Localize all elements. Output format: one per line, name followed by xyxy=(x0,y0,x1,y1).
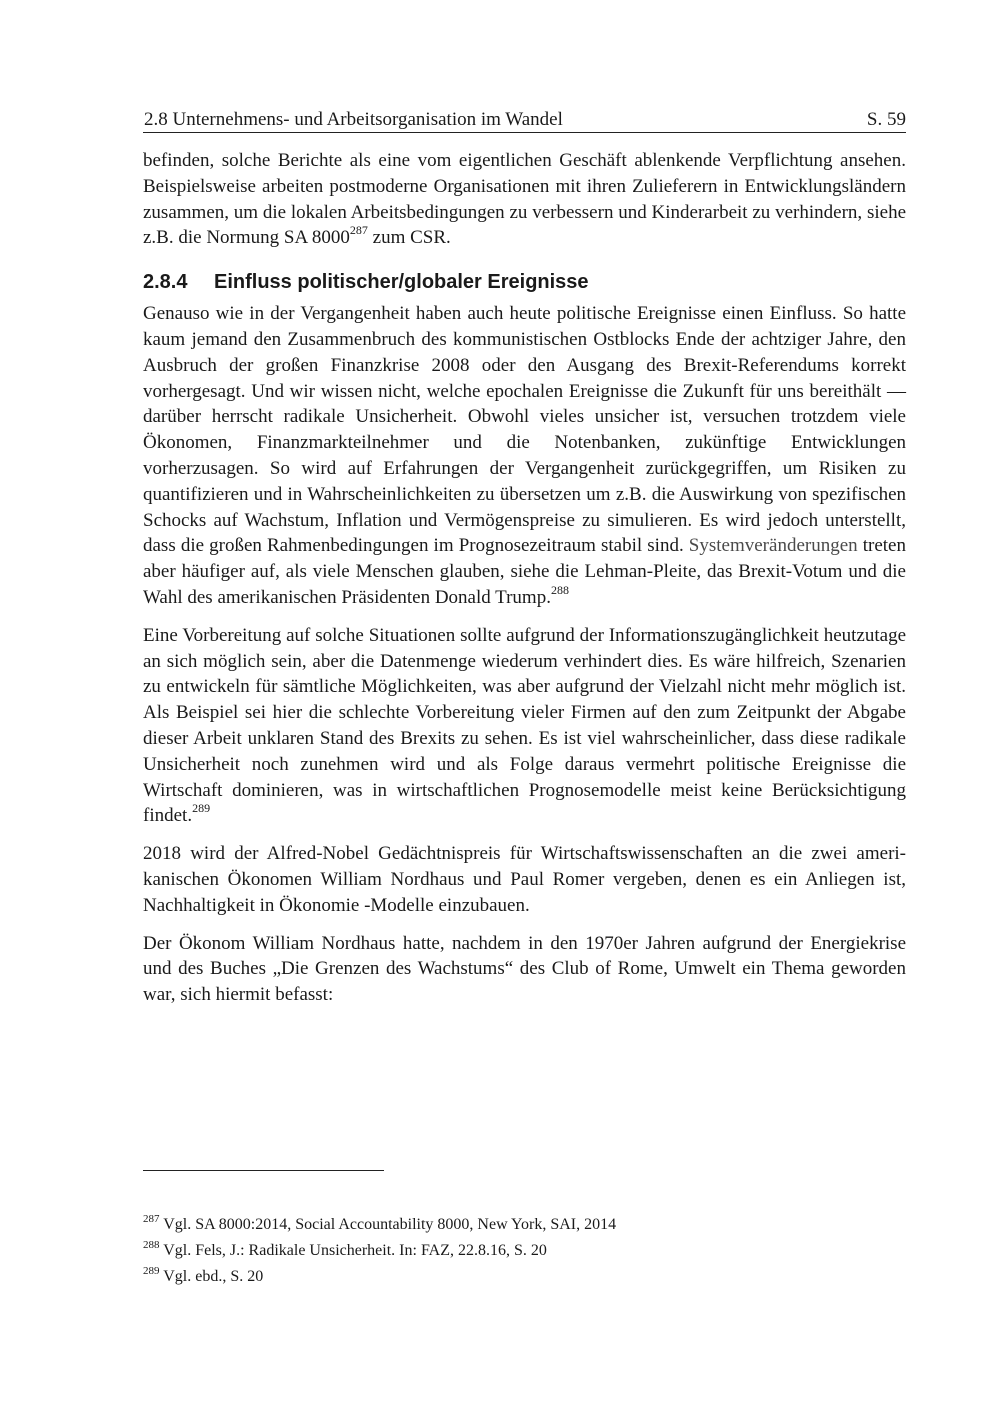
intro-text-before: befinden, solche Berichte als eine vom eigentlichen Geschäft ablenkende Verpflichtung ansehen. Beispielsweise arbeiten postmoderne Organisationen mit ihren Zulieferern in Entwicklungsländern zusammen, um die lokalen Arbeitsbedingungen zu verbessern und Kinderarbeit zu verhindern, siehe z.B. die Normung SA 8000 xyxy=(143,150,906,249)
section-number: 2.8.4 xyxy=(143,271,188,294)
footnote-text: Vgl. SA 8000:2014, Social Accountability 8000, New York, SAI, 2014 xyxy=(159,1216,617,1233)
section-heading xyxy=(143,269,906,295)
footnotes xyxy=(143,1212,906,1293)
footnote-number: 287 xyxy=(143,1212,160,1225)
footnote-text: Vgl. Fels, J.: Radikale Unsicherheit. In: FAZ, 22.8.16, S. 20 xyxy=(159,1242,547,1259)
paragraph-1-text: Genauso wie in der Vergangenheit haben auch heute politische Ereignisse einen Einfluss. So hatte kaum jemand den Zusammenbruch des kommunistischen Ostblocks Ende der achtziger Jahre, den Ausbruch der großen Finanzkrise 2008 oder den Ausgang des Brexit-Referendums korrekt vorhergesagt. Und wir wissen nicht, welche epochalen Ereignisse die Zukunft für uns bereithält — darüber herrscht radikale Unsicherheit. Obwohl vieles unsicher ist, versuchen trotzdem viele Ökonomen, Finanzmarkteilnehmer und die Notenbanken, zukünftige Entwicklungen vorherzusagen. So wird auf Erfahrungen der Vergangenheit zurückgegriffen, um Risiken zu quantifizieren und in Wahrscheinlichkeiten zu übersetzen um z.B. die Auswirkung von spezifischen Schocks auf Wachstum, Inflation und Vermögenspreise zu simulieren. Es wird jedoch unterstellt, dass die großen Rahmenbedingungen im Prognosezeitraum stabil sind. xyxy=(143,303,906,557)
footnote-ref-289[interactable]: 289 xyxy=(192,801,211,815)
footnote-288 xyxy=(143,1238,906,1261)
header-chapter-title: 2.8 Unternehmens- und Arbeitsorganisation im Wandel xyxy=(144,109,563,130)
header-page-number: S. 59 xyxy=(866,109,906,130)
footnote-separator xyxy=(143,1170,384,1171)
body-text xyxy=(143,148,906,1008)
footnote-ref-288[interactable]: 288 xyxy=(550,582,569,597)
document-page xyxy=(143,0,906,1414)
paragraph-2 xyxy=(143,623,906,829)
paragraph-1 xyxy=(143,301,906,611)
footnote-ref-287[interactable]: 287 xyxy=(349,223,368,238)
intro-paragraph xyxy=(143,148,906,251)
footnote-number: 288 xyxy=(143,1238,160,1251)
running-header xyxy=(143,108,906,133)
systemveraenderungen-link[interactable]: Systemveränderungen xyxy=(688,535,858,557)
paragraph-2-text: Eine Vorbereitung auf solche Situationen sollte aufgrund der Informationszugänglichkeit heutzutage an sich möglich sein, aber die Datenmenge wiederum verhindert dies. Es wäre hilfreich, Szenarien zu entwickeln für sämtliche Möglichkeiten, was aber aufgrund der Vielzahl nicht mehr möglich ist. Als Beispiel sei hier die schlechte Vorbereitung vieler Firmen auf den zum Zeitpunkt der Abgabe dieser Arbeit unklaren Stand des Brexits zu sehen. Es ist viel wahrscheinlicher, dass diese radikale Unsicherheit noch zunehmen wird und als Folge daraus vermehrt politische Ereignisse die Wirtschaft dominieren, was in wirtschaftlichen Prognosemodelle meist keine Berücksichtigung findet. xyxy=(143,624,906,827)
footnote-number: 289 xyxy=(143,1264,160,1277)
section-title: Einfluss politischer/globaler Ereignisse xyxy=(214,271,589,294)
footnote-287 xyxy=(143,1212,906,1235)
paragraph-1-text-after: treten aber häufiger auf, als viele Menschen glauben, siehe die Lehman-Pleite, das Brexit-Votum und die Wahl des amerikanischen Präsidenten Donald Trump. xyxy=(143,535,906,608)
paragraph-4 xyxy=(143,931,906,1008)
paragraph-4-text: Der Ökonom William Nordhaus hatte, nachdem in den 1970er Jahren aufgrund der Energiekrise und des Buches „Die Grenzen des Wachstums“ des Club of Rome, Umwelt ein Thema geworden war, sich hiermit befasst: xyxy=(143,932,906,1006)
footnote-289 xyxy=(143,1264,906,1287)
intro-text-after: zum CSR. xyxy=(367,227,451,249)
paragraph-3 xyxy=(143,841,906,918)
paragraph-3-text: 2018 wird der Alfred-Nobel Gedächtnispreis für Wirtschaftswissenschaften an die zwei amerikanischen Ökonomen William Nordhaus und Paul Romer vergeben, denen es ein Anliegen ist, Nachhaltigkeit in Ökonomie -Modelle einzubauen. xyxy=(143,843,906,916)
footnote-text: Vgl. ebd., S. 20 xyxy=(159,1268,264,1285)
